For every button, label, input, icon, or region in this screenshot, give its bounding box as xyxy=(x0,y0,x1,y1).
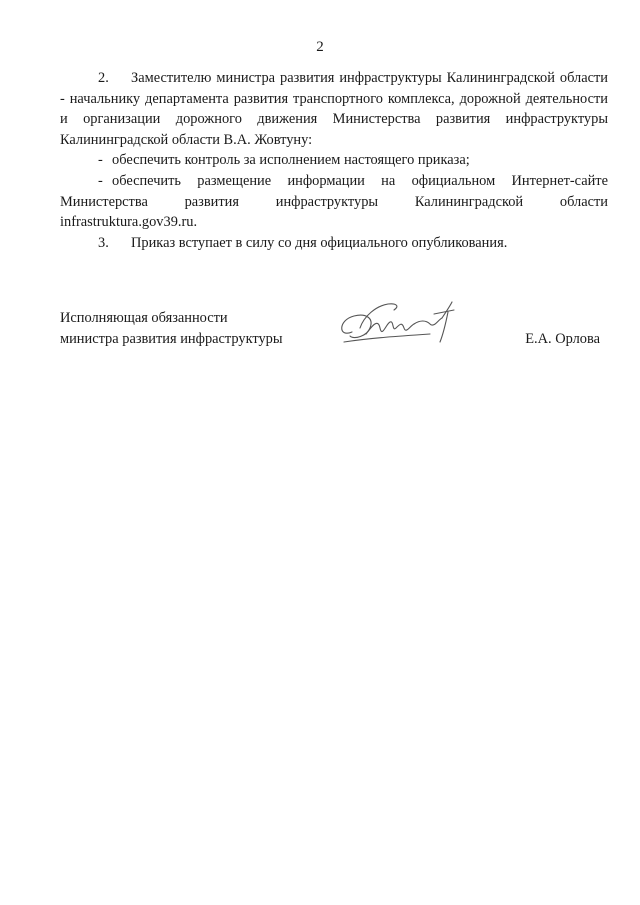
bullet-item-publish-website xyxy=(60,212,608,233)
paragraph-2-text: Заместителю министра развития инфраструктуры Калининградской области - начальнику департамента развития транспортного комплекса, дорожной деятельности и организации дорожного движения Министерства развития инфраструктуры Калининградской области В.А. Жовтуну: xyxy=(60,70,608,148)
bullet-dash: - xyxy=(98,172,103,189)
bullet-item-publish xyxy=(60,171,608,212)
signatory-title-line1: Исполняющая обязанности xyxy=(60,310,228,326)
page-number: 2 xyxy=(316,39,324,55)
paragraph-3-number: 3. xyxy=(98,234,109,251)
bullet-item-publish-text: обеспечить размещение информации на официальном Интернет-сайте Министерства развития инфраструктуры Калининградской области xyxy=(60,172,608,210)
handwritten-signature xyxy=(330,298,470,354)
paragraph-2 xyxy=(60,68,608,150)
bullet-item-control xyxy=(60,150,608,171)
paragraph-3-text: Приказ вступает в силу со дня официального опубликования. xyxy=(131,234,508,251)
bullet-item-control-text: обеспечить контроль за исполнением настоящего приказа; xyxy=(112,152,470,169)
paragraph-3 xyxy=(60,233,608,254)
website-address: infrastruktura.gov39.ru. xyxy=(60,214,198,231)
signatory-name: Е.А. Орлова xyxy=(525,331,600,347)
signatory-title-line2: министра развития инфраструктуры xyxy=(60,330,283,347)
signatory-title xyxy=(60,308,320,349)
document-body xyxy=(60,68,608,253)
paragraph-2-number: 2. xyxy=(98,70,109,86)
signature-block xyxy=(60,298,608,358)
bullet-dash: - xyxy=(98,152,103,169)
